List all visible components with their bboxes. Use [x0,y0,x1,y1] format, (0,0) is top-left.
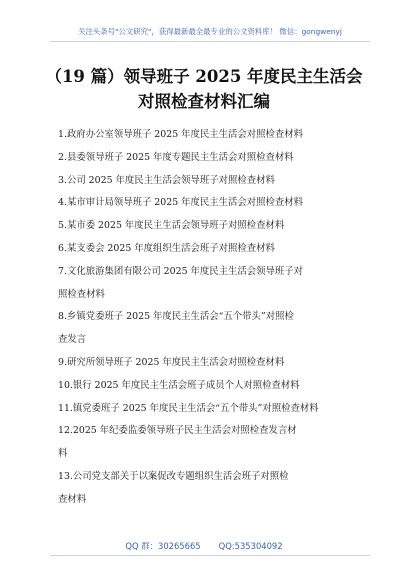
toc-item-continued: 照检查材料 [58,288,105,300]
toc-item: 8.乡镇党委班子 2025 年度民主生活会“五个带头”对照检 [58,311,294,323]
toc-item: 4.某市审计局领导班子 2025 年度民主生活会对照检查材料 [58,197,304,209]
header-notice: 关注头条号"公文研究"，获得最新最全最专业的公文资料库！ 微信：gongwenyj [78,27,342,36]
toc-item: 10.银行 2025 年度民主生活会班子成员个人对照检查材料 [58,379,300,391]
toc-item: 9.研究所领导班子 2025 年度民主生活会对照检查材料 [58,356,285,368]
toc-item: 2.县委领导班子 2025 年度专题民主生活会对照检查材料 [58,151,294,163]
document-title [40,64,368,114]
toc-item-continued: 查发言 [58,334,87,346]
toc-item: 7.文化旅游集团有限公司 2025 年度民主生活会领导班子对 [58,265,304,277]
title-line-1: （19 篇）领导班子 2025 年度民主生活会 [45,67,363,86]
toc-item: 1.政府办公室领导班子 2025 年度民主生活会对照检查材料 [58,129,304,140]
footer-contact [0,540,408,552]
toc-item: 5.某市委 2025 年度民主生活会领导班子对照检查材料 [58,220,285,232]
toc-item: 6.某支委会 2025 年度组织生活会班子对照检查材料 [58,242,275,254]
header-divider [50,41,370,42]
toc-item-continued: 查材料 [58,493,87,505]
table-of-contents [58,124,370,512]
toc-item: 13.公司党支部关于以案促改专题组织生活会班子对照检 [58,470,289,482]
footer-divider [50,555,370,556]
toc-item: 12.2025 年纪委监委领导班子民主生活会对照检查发言材 [58,425,297,437]
qq-group-text: QQ 群：30265665 [125,541,201,551]
qq-text: QQ:535304092 [218,541,283,551]
title-line-2: 对照检查材料汇编 [138,92,270,111]
toc-item: 3.公司 2025 年度民主生活会领导班子对照检查材料 [58,174,275,186]
toc-item: 11.镇党委班子 2025 年度民主生活会“五个带头”对照检查材料 [58,402,319,414]
toc-item-continued: 料 [58,448,68,460]
